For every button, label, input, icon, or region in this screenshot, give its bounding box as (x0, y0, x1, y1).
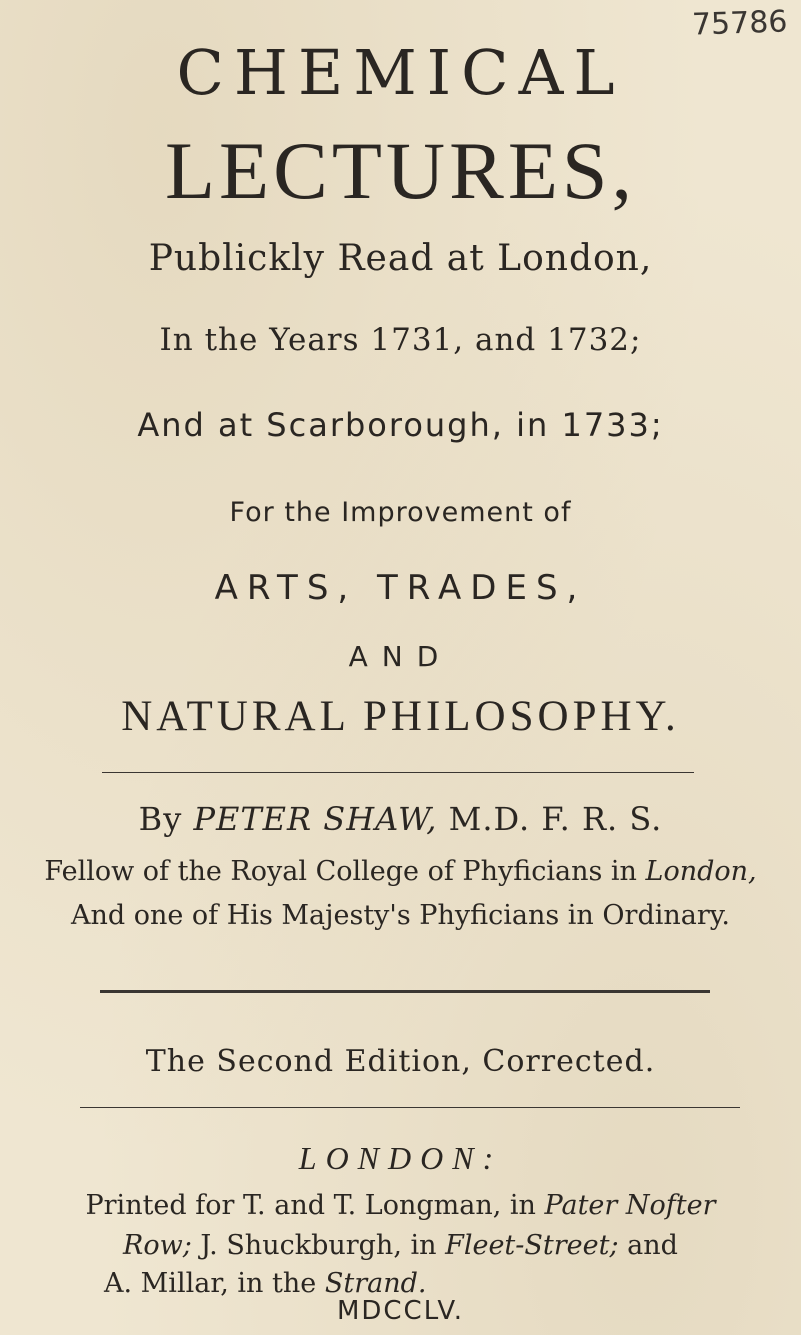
author-by: By (138, 800, 183, 838)
subtitle-and: AND (348, 640, 453, 673)
subtitle-natural: NATURAL PHILOSOPHY. (121, 693, 680, 740)
author-line (0, 800, 801, 838)
author-fellow (0, 856, 801, 887)
imprint-printed-c: Row; (123, 1230, 192, 1261)
title-line-1: CHEMICAL (176, 36, 625, 109)
imprint-line-1 (0, 1190, 801, 1221)
author-ordinary: And one of His Majesty's Phyficians in Ordinary. (70, 900, 731, 931)
imprint-printed-d: J. Shuckburgh, in (200, 1230, 437, 1261)
subtitle-scarborough: And at Scarborough, in 1733; (137, 406, 664, 444)
title-line-2: LECTURES, (164, 125, 637, 216)
divider-3 (80, 1107, 740, 1108)
imprint-printed-a: Printed for T. and T. Longman, in (85, 1190, 536, 1221)
author-name: PETER SHAW, (193, 800, 438, 838)
imprint-printed-f: and (627, 1230, 678, 1261)
imprint-line-3 (104, 1268, 801, 1299)
author-fellow-city: London, (645, 856, 757, 887)
author-degrees: M.D. F. R. S. (448, 800, 663, 838)
imprint-date: MDCCLV. (336, 1296, 465, 1326)
imprint-line-2 (0, 1230, 801, 1261)
subtitle-read: Publickly Read at London, (148, 238, 653, 279)
divider-1 (102, 772, 694, 773)
imprint-printed-b: Pater Nofter (544, 1190, 716, 1221)
imprint-place: LONDON: (298, 1140, 503, 1176)
author-fellow-text: Fellow of the Royal College of Phyficians in (44, 856, 637, 887)
imprint-printed-e: Fleet-Street; (445, 1230, 619, 1261)
imprint-printed-h: Strand. (324, 1268, 427, 1299)
subtitle-arts: ARTS, TRADES, (214, 568, 587, 608)
edition: The Second Edition, Corrected. (145, 1044, 656, 1079)
divider-2 (100, 990, 710, 993)
subtitle-for: For the Improvement of (229, 497, 572, 528)
shelfmark: 75786 (690, 4, 788, 43)
subtitle-years: In the Years 1731, and 1732; (159, 322, 642, 358)
imprint-printed-g: A. Millar, in the (104, 1268, 317, 1299)
